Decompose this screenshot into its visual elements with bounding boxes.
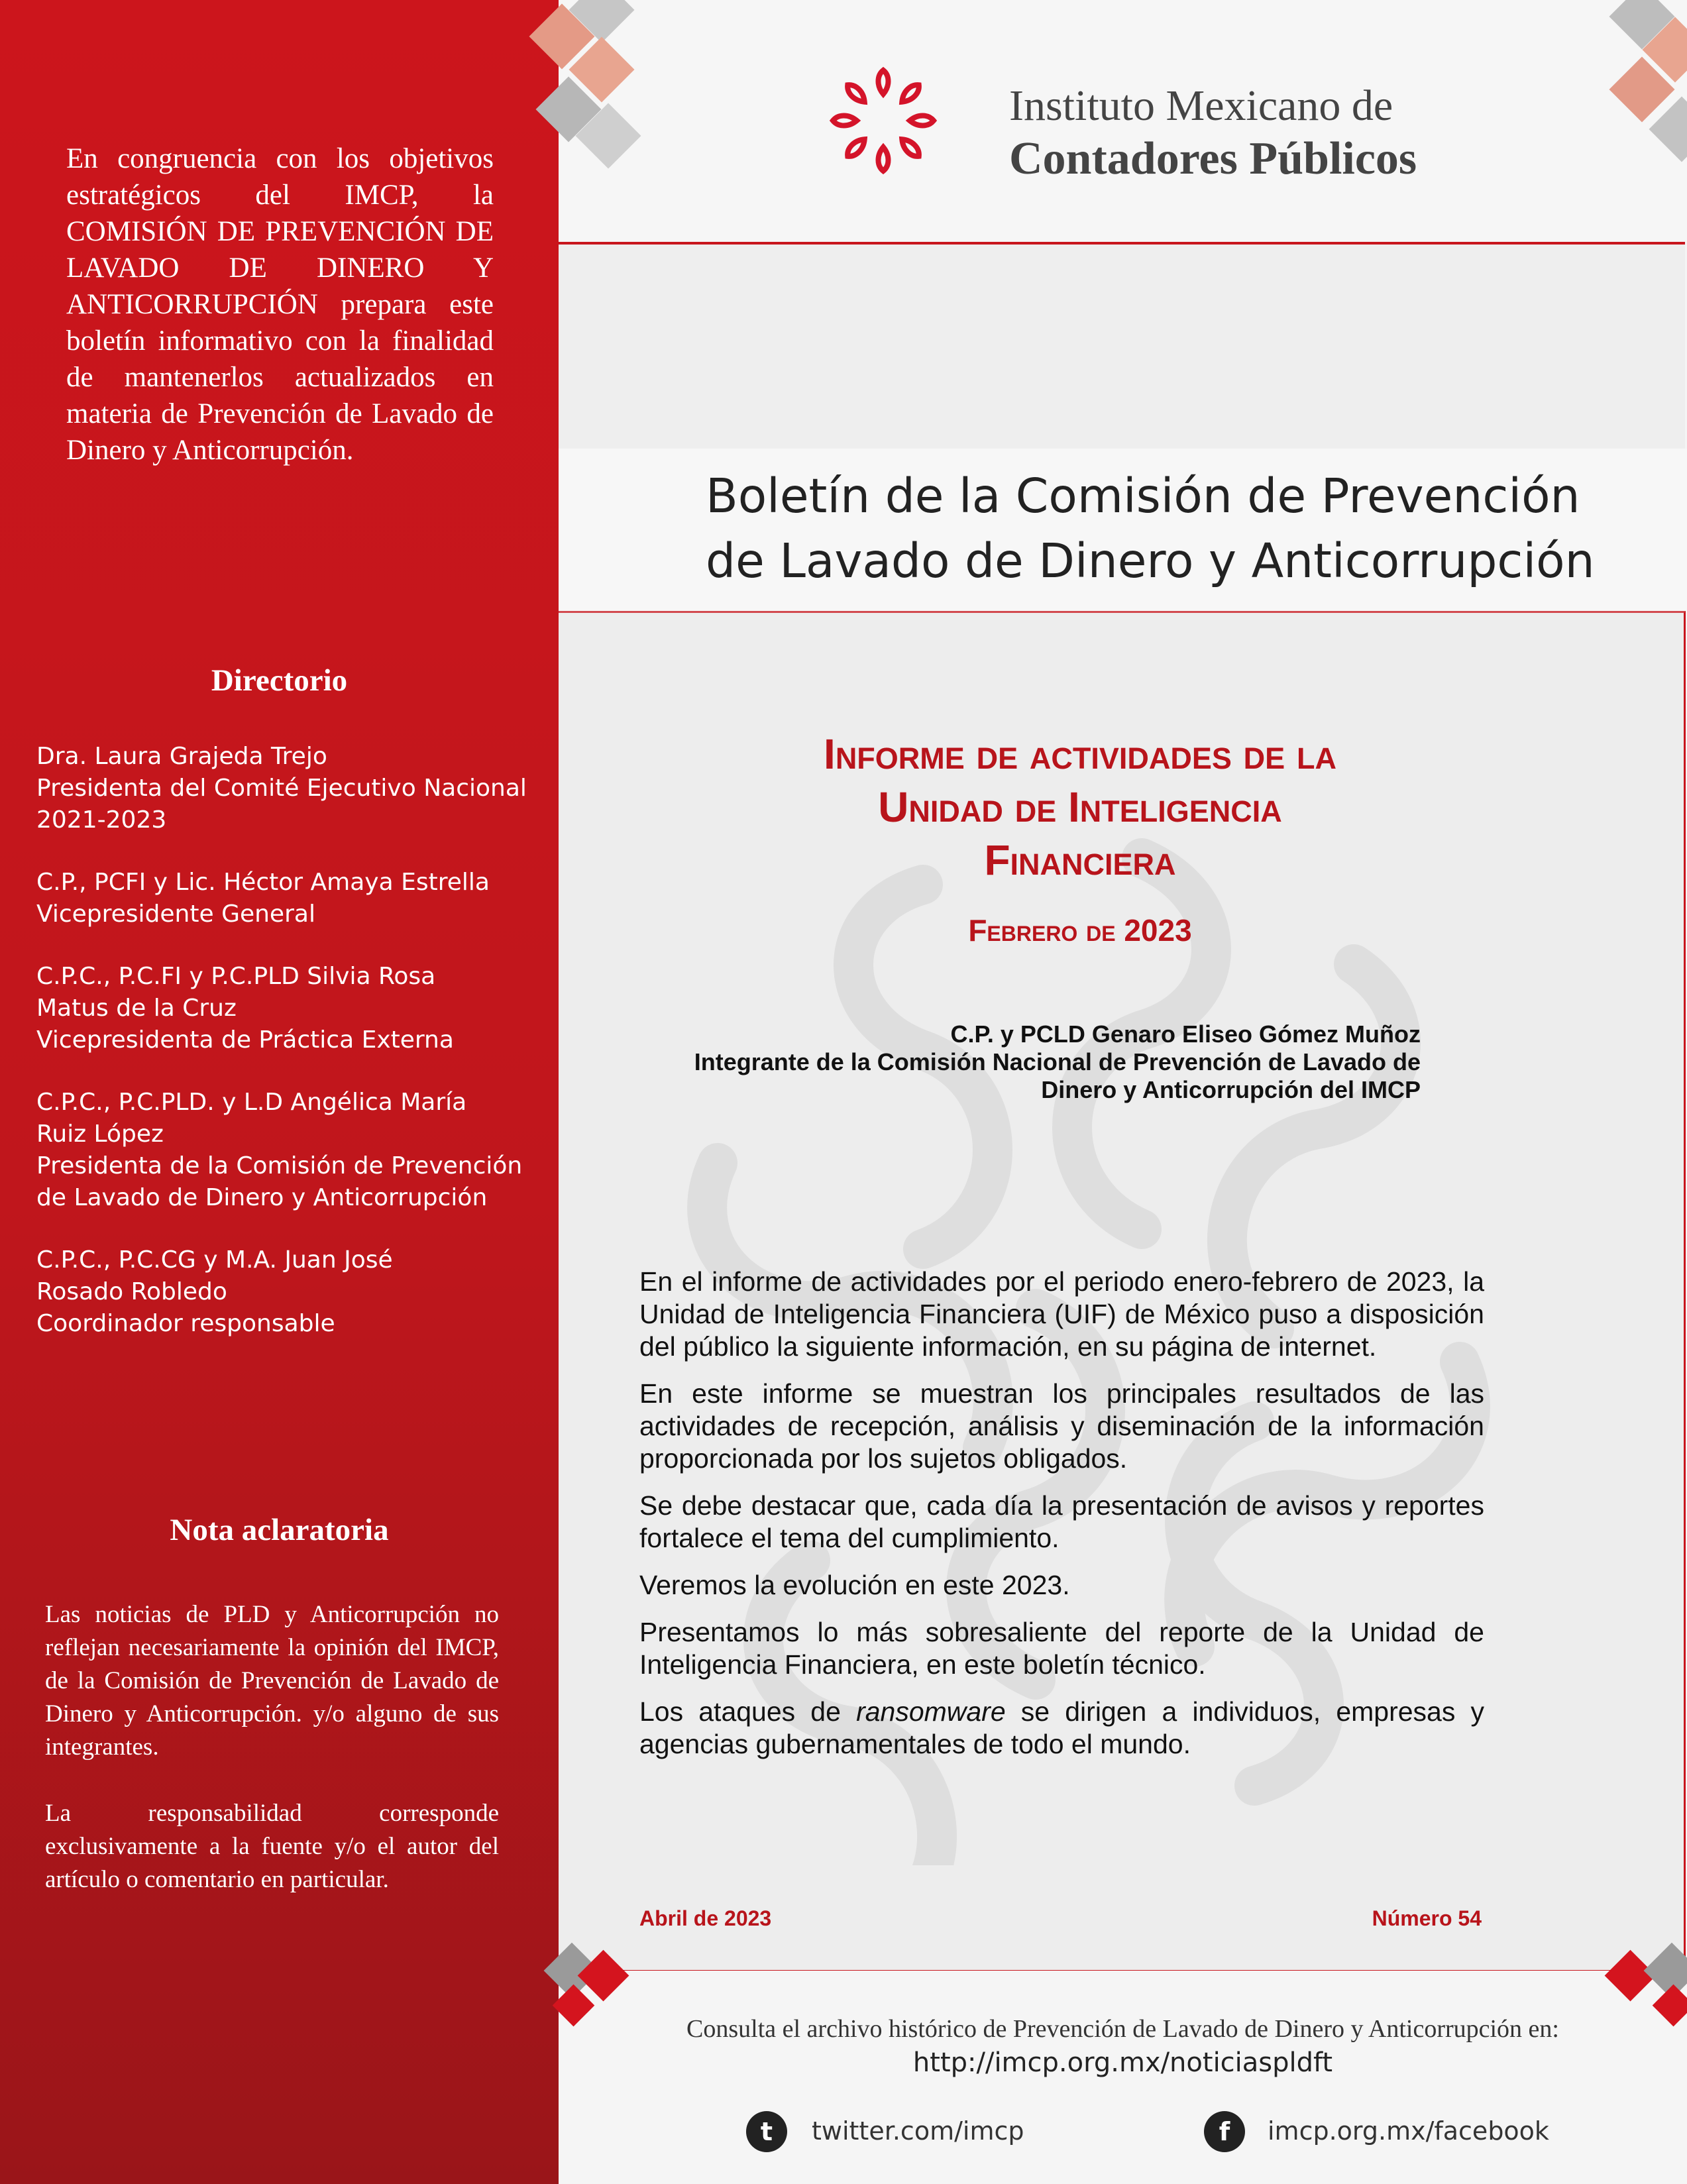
body-paragraph: Presentamos lo más sobresaliente del reporte de la Unidad de Inteligencia Financiera, en este boletín técnico. <box>639 1617 1484 1680</box>
directorio-list <box>36 741 540 1370</box>
directorio-line: C.P.C., P.C.CG y M.A. Juan José <box>36 1246 393 1274</box>
author-role: Integrante de la Comisión Nacional de Prevención de Lavado de <box>694 1048 1421 1075</box>
nota-heading: Nota aclaratoria <box>170 1513 389 1547</box>
directorio-line: Presidenta del Comité Ejecutivo Nacional <box>36 775 527 802</box>
directorio-line: Presidenta de la Comisión de Prevención <box>36 1152 523 1179</box>
archive-link[interactable]: http://imcp.org.mx/noticiaspldft <box>912 2048 1333 2078</box>
body-paragraph <box>639 1696 1484 1761</box>
intro-text: En congruencia con los objetivos estratégicos del IMCP, la COMISIÓN DE PREVENCIÓN DE LAVADO DE DINERO Y ANTICORRUPCIÓN prepara este boletín informativo con la finalidad de mantenerlos actualizados en materia de Prevención de Lavado de Dinero y Anticorrupción. <box>66 143 494 466</box>
directorio-line: C.P., PCFI y Lic. Héctor Amaya Estrella <box>36 869 490 896</box>
body-text-fragment: Los ataques de <box>639 1696 857 1727</box>
nota-paragraph: Las noticias de PLD y Anticorrupción no reflejan necesariamente la opinión del IMCP, de la Comisión de Prevención de Lavado de Dinero y Anticorrupción. y/o alguno de sus integrantes. <box>45 1601 499 1761</box>
directorio-line: 2021-2023 <box>36 806 167 834</box>
directorio-line: Coordinador responsable <box>36 1310 335 1337</box>
report-title-line: Informe de actividades de la <box>824 730 1336 778</box>
bulletin-title <box>706 464 1595 594</box>
archive-text: Consulta el archivo histórico de Prevención de Lavado de Dinero y Anticorrupción en: <box>686 2015 1559 2043</box>
twitter-icon[interactable]: t <box>746 2111 787 2152</box>
directorio-entry <box>36 1087 540 1214</box>
directorio-line: C.P.C., P.C.FI y P.C.PLD Silvia Rosa <box>36 963 436 990</box>
imcp-logo-icon <box>824 61 943 180</box>
facebook-icon[interactable]: f <box>1204 2111 1245 2152</box>
facebook-link[interactable]: imcp.org.mx/facebook <box>1268 2116 1549 2146</box>
directorio-line: Dra. Laura Grajeda Trejo <box>36 743 327 770</box>
directorio-line: Matus de la Cruz <box>36 995 237 1022</box>
directorio-line: C.P.C., P.C.PLD. y L.D Angélica María <box>36 1089 467 1116</box>
issue-date: Abril de 2023 <box>639 1906 772 1930</box>
directorio-line: Vicepresidenta de Práctica Externa <box>36 1026 454 1054</box>
author-role: Dinero y Anticorrupción del IMCP <box>1041 1076 1421 1103</box>
report-date: Febrero de 2023 <box>968 913 1192 948</box>
report-body <box>639 1266 1484 1775</box>
body-paragraph: Veremos la evolución en este 2023. <box>639 1570 1070 1600</box>
directorio-line: Vicepresidente General <box>36 901 315 928</box>
report-title-line: Financiera <box>984 836 1176 884</box>
issue-number: Número 54 <box>1372 1906 1482 1930</box>
directorio-entry <box>36 1244 540 1340</box>
sidebar <box>0 0 559 2184</box>
nota-paragraph: La responsabilidad corresponde exclusivamente a la fuente y/o el autor del artículo o comentario en particular. <box>45 1800 499 1893</box>
nota-text <box>45 1598 499 1930</box>
body-paragraph: En el informe de actividades por el periodo enero-febrero de 2023, la Unidad de Inteligencia Financiera (UIF) de México puso a disposición del público la siguiente información, en su página de internet. <box>639 1266 1484 1362</box>
logo-line-2: Contadores Públicos <box>1009 133 1417 184</box>
directorio-entry <box>36 961 540 1056</box>
directorio-line: de Lavado de Dinero y Anticorrupción <box>36 1184 488 1211</box>
bulletin-title-line: de Lavado de Dinero y Anticorrupción <box>706 533 1595 588</box>
header <box>559 0 1687 242</box>
logo-line-1: Instituto Mexicano de <box>1009 82 1393 130</box>
bulletin-title-line: Boletín de la Comisión de Prevención <box>706 468 1580 523</box>
body-text-fragment: se dirigen a individuos, empresas y agencias gubernamentales de todo el mundo. <box>639 1696 1484 1759</box>
report-title <box>517 728 1643 887</box>
directorio-heading: Directorio <box>211 663 348 698</box>
directorio-line: Rosado Robledo <box>36 1278 227 1305</box>
directorio-line: Ruiz López <box>36 1120 164 1148</box>
body-paragraph: Se debe destacar que, cada día la presentación de avisos y reportes fortalece el tema del cumplimiento. <box>639 1490 1484 1553</box>
report-title-line: Unidad de Inteligencia <box>878 783 1282 831</box>
twitter-link[interactable]: twitter.com/imcp <box>812 2116 1024 2146</box>
author-name: C.P. y PCLD Genaro Eliseo Gómez Muñoz <box>950 1020 1421 1048</box>
blank-panel <box>559 242 1685 451</box>
logo-text <box>1009 80 1417 186</box>
directorio-entry <box>36 867 540 930</box>
author-block <box>626 1020 1421 1104</box>
directorio-entry <box>36 741 540 836</box>
body-paragraph: En este informe se muestran los principales resultados de las actividades de recepción, análisis y diseminación de la información proporcionada por los sujetos obligados. <box>639 1378 1484 1474</box>
body-emphasis: ransomware <box>856 1696 1006 1727</box>
